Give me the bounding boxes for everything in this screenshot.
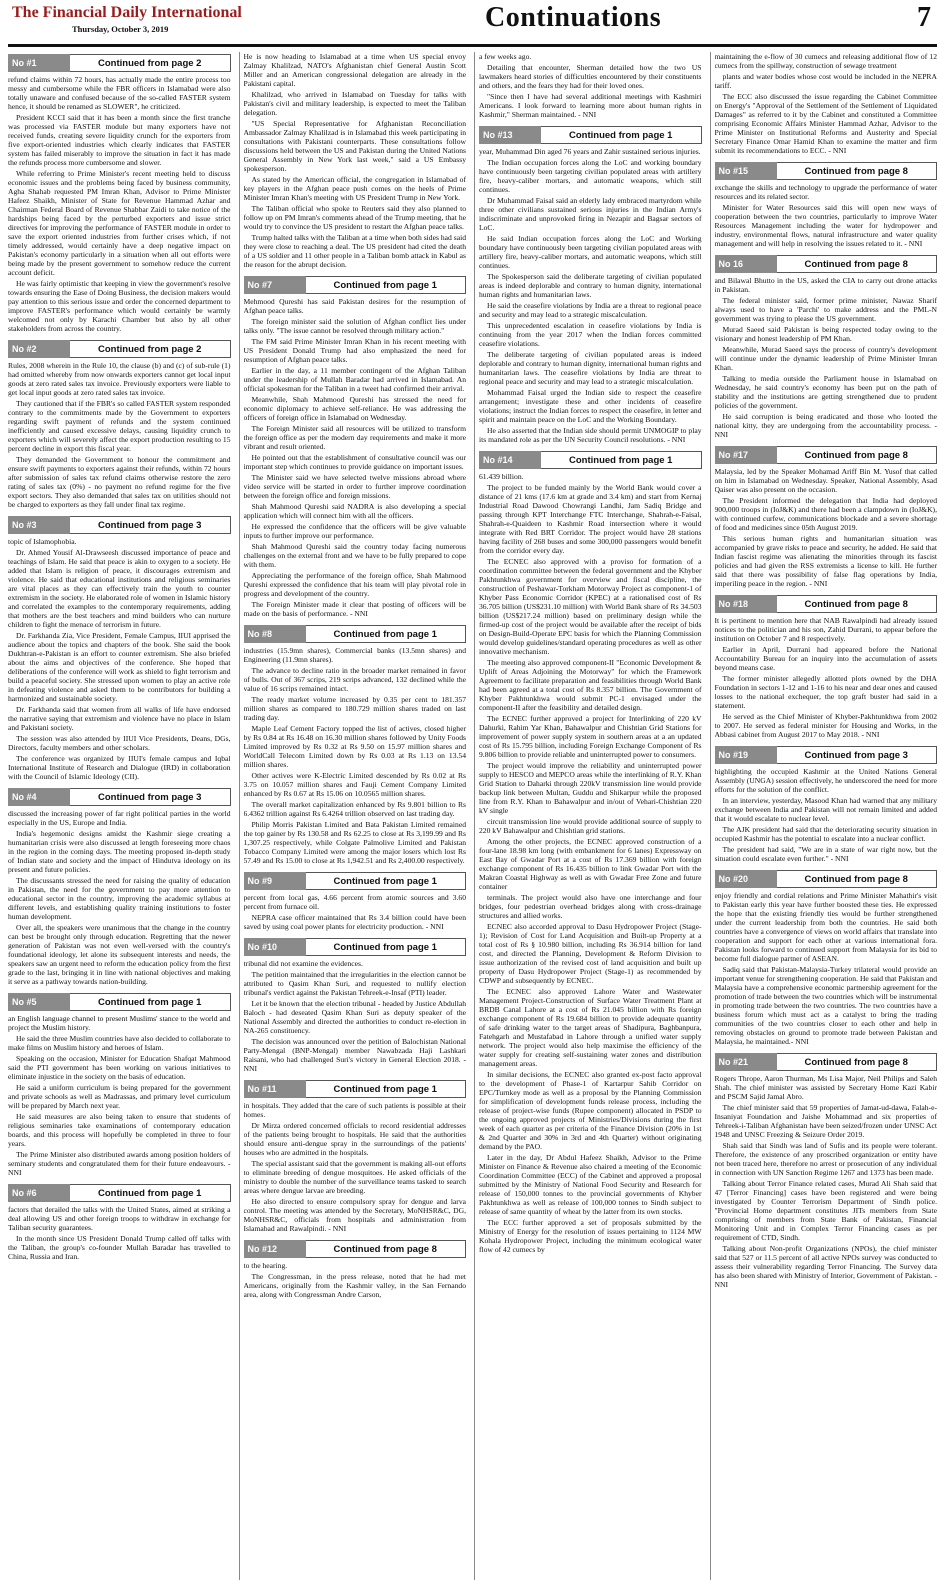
article-paragraph: As stated by the American official, the congregation in Islamabad of key players in the Afghan peace push comes on the heels of Prime Minister Imran Khan's meeting with US President Trump in New York. [243,175,466,202]
article-paragraph: NEPRA case officer maintained that Rs 3.4 billion could have been saved by using coal power plants for electricity production. - NNI [243,913,466,931]
article-number: No #9 [244,872,306,890]
continued-from-label: Continued from page 8 [306,1240,467,1258]
article-body [8,809,231,986]
article-header [715,446,938,464]
article-paragraph: Speaking on the occasion, Minister for Education Shafqat Mahmood said the PTI government has been working on various initiatives to eliminate injustice in the society on the basis of education. [8,1054,231,1081]
article-paragraph: Earlier in the day, a 11 member contingent of the Afghan Taliban under the leadership of Mullah Baradar had arrived in Islamabad. An official spokesman for the Taliban in a tweet had confirmed their arrival. [243,366,466,393]
news-column [8,52,231,1580]
continuation-article [8,52,231,335]
continuation-article [244,274,467,620]
article-body [244,893,467,931]
continued-from-label: Continued from page 1 [541,126,702,144]
article-paragraph: The ECC also discussed the issue regarding the Cabinet Committee on Energy's "Approval of the Settlement of the Settlement of Liquidated Damages" as referred to it by the Cabinet and constituted a Committee comprising Economic Affairs Minister Hammad Azhar, Advisor to the Prime Minister on Institutional Reforms and Austerity and Special Secretary Finance Omar Hamid Khan to examine the matter and firm submit its recommendations to ECC. - NNI [714,92,937,155]
article-paragraph: Dr Mirza ordered concerned officials to record residential addresses of the patients being brought to hospitals. He said that the authorities should ensure anti-dengue spray in the surroundings of the patients' houses who are admitted in the hospitals. [243,1121,466,1157]
article-header [8,54,231,72]
article-paragraph: The advance to decline ratio in the broader market remained in favor of bulls. Out of 367 scrips, 219 scrips advanced, 132 declined while the value of 16 scrips remained intact. [243,666,466,693]
article-body [479,52,702,119]
article-header [8,788,231,806]
continuation-article [479,124,702,446]
article-body [8,75,231,333]
continuation-article [244,936,467,1075]
article-number: No #7 [244,276,306,294]
article-paragraph: President KCCI said that it has been a month since the first tranche was processed via FASTER module but many exporters have not received funds, creating severe liquidity crunch for the exporters from five export-oriented industries which clearly indicates that FASTER system has failed miserably to improve the situation in fact it has made the refunds process more cumbersome and slower. [8,113,231,167]
article-body [8,1205,231,1261]
continued-from-label: Continued from page 1 [306,938,467,956]
article-number: No #8 [244,625,306,643]
article-number: No #13 [479,126,541,144]
article-paragraph: factors that derailed the talks with the United States, aimed at striking a deal allowing US and other foreign troops to withdraw in exchange for Taliban security guarantees. [8,1205,231,1232]
paper-name: The Financial Daily International [12,4,242,21]
continued-from-label: Continued from page 8 [777,255,938,273]
article-paragraph: Philip Morris Pakistan Limited and Bata Pakistan Limited remained the top gainer by Rs 130.58 and Rs 62.25 to close at Rs 3,199.99 and Rs 1,307.25 respectively, while Colgate Palmolive Limited and Pakistan Tobacco Company Limited were among the major losers which lost Rs 57.49 and Rs 15.00 to close at Rs 1,942.51 and Rs 2,400.00 respectively. [243,820,466,865]
article-paragraph: The deliberate targeting of civilian populated areas is indeed deplorable and contrary to human dignity, international human rights and humanitarian laws. The ceasefire violations by India are threat to regional peace and security and may lead to a strategic miscalculation. [479,350,702,386]
article-header [8,1184,231,1202]
article-paragraph: The President informed the delegation that India had deployed 900,000 troops in (IoJ&K) and there had been a clampdown in (IoJ&K), with continued curfew, communications blockade and a severe shortage of food and medicines since 05th August 2019. [714,496,937,532]
article-paragraph: They cautioned that if the FBR's so called FASTER system responded contrary to the commitments made by the Government to exporters regarding swift payment of refunds and the system continued inefficiently and caused excessive delays, causing liquidity crunch to exporters which will severely affect the export production resulting to 15 percent decline in export this fiscal year. [8,399,231,453]
continued-from-label: Continued from page 3 [70,788,231,806]
continued-from-label: Continued from page 1 [541,451,702,469]
article-header [8,993,231,1011]
article-paragraph: The chief minister said that 59 properties of Jamat-ud-dawa, Falah-e-Insaniyat Foundation and Jaishe Mohammad and six properties of Tehreek-i-Taliban Afghanistan have been seized/frozen under UNSC Act 1948 and UNSC Freezing & Seizure Order 2019. [714,1103,937,1139]
article-paragraph: and Bilawal Bhutto in the US, asked the CIA to carry out drone attacks in Pakistan. [714,276,937,294]
article-header [8,340,231,358]
article-paragraph: He pointed out that the establishment of consultative council was our important step which continues to provide guidance on important issues. [243,453,466,471]
article-number: No #5 [8,993,70,1011]
article-paragraph: "US Special Representative for Afghanistan Reconciliation Ambassador Zalmay Khalilzad is in Islamabad this week participating in consultations with Pakistani counterparts. These consultations follow discussions held between the US and Pakistan during the United Nations General Assembly in New York last week," said a US Embassy spokesperson. [243,119,466,173]
article-number: No #2 [8,340,70,358]
continued-from-label: Continued from page 2 [70,54,231,72]
article-paragraph: plants and water bodies whose cost would be included in the NEPRA tariff. [714,72,937,90]
article-paragraph: Meanwhile, Murad Saeed says the process of country's development will continue under the dynamic leadership of Prime Minister Imran Khan. [714,345,937,372]
article-paragraph: Trump halted talks with the Taliban at a time when both sides had said they were close to reaching a deal. The US president had cited the death of a US soldier and 11 other people in a Taliban bomb attack in Kabul as the reason for the abrupt decision. [243,233,466,269]
article-paragraph: He also asserted that the Indian side should permit UNMOGIP to play its mandated role as per the UN Security Council resolutions. - NNI [479,426,702,444]
continued-from-label: Continued from page 8 [777,446,938,464]
article-paragraph: India's hegemonic designs amidst the Kashmir siege creating a humanitarian crisis were also discussed at length foreseeing more chaos in the region in the coming days. The meeting proposed in-depth study of Indian state and society and the impact of Hindutva ideology on its present and future policies. [8,829,231,874]
article-paragraph: Dr Muhammad Faisal said an elderly lady embraced martyrdom while three other civilians sustained serious injuries in the Indian Army's indiscriminate and unprovoked firing in Nezapir and Bagsar sectors of LoC. [479,196,702,232]
article-number: No #18 [715,595,777,613]
continuation-article [715,868,938,1048]
masthead [0,0,945,52]
article-paragraph: Mehmood Qureshi has said Pakistan desires for the resumption of Afghan peace talks. [243,297,466,315]
article-number: No #10 [244,938,306,956]
article-paragraph: The conference was organized by IIUI's female campus and Iqbal International Institute of Research and Dialogue (IRD) in collaboration with the Council of Islamic Ideology (CII). [8,754,231,781]
article-header [715,595,938,613]
article-paragraph: Murad Saeed said Pakistan is being respected today owing to the visionary and honest leadership of PM Khan. [714,325,937,343]
article-paragraph: Dr. Farkhanda said that women from all walks of life have endorsed the narrative saying that extremism and violence have no place in Islam and Pakistani society. [8,705,231,732]
article-header [244,1080,467,1098]
article-paragraph: The former minister allegedly allotted plots owned by the DHA Foundation in sectors 1-12 and 1-16 to his near and dear ones and caused losses to the national exchequer, the top graft buster had said in a statement. [714,674,937,710]
continued-from-label: Continued from page 8 [777,870,938,888]
continued-from-label: Continued from page 8 [777,1053,938,1071]
article-paragraph: In an interview, yesterday, Masood Khan had warned that any military exchange between India and Pakistan will not remain limited and added that it would escalate to nuclear level. [714,796,937,823]
article-paragraph: Sadiq said that Pakistan-Malaysia-Turkey trilateral would provide an important venue for strengthening cooperation. He said that Pakistan and Malaysia have a comprehensive economic partnership agreement for the promotion of trade between the two countries which will be instrumental in promoting trade between the two countries. The two countries have a business forum which must act as a catalyst to bring the trading communities of the two countries closer to each other and help in removing obstacles on ground to promote trade between Pakistan and Malaysia, he maintained.- NNI [714,965,937,1046]
article-body [8,361,231,509]
issue-date: Thursday, October 3, 2019 [72,24,169,34]
section-title: Continuations [485,2,662,33]
continued-from-label: Continued from page 3 [777,746,938,764]
article-paragraph: exchange the skills and technology to upgrade the performance of water resources and its related sector. [714,183,937,201]
article-paragraph: in hospitals. They added that the care of such patients is possible at their homes. [243,1101,466,1119]
continued-from-label: Continued from page 3 [70,516,231,534]
article-body [715,467,938,588]
news-column [710,52,938,1580]
article-body [244,646,467,865]
continued-from-label: Continued from page 8 [777,595,938,613]
article-number: No #1 [8,54,70,72]
article-paragraph: The federal minister said, former prime minister, Nawaz Sharif always used to have a 'Parchi' to make address and the PML-N government was trying to please the US government. [714,296,937,323]
article-number: No #15 [715,162,777,180]
article-paragraph: ECNEC also accorded approval to Dasu Hydropower Project (Stage-1); Revision of Cost for Land Acquisition and Built-up Property at a total cost of Rs § 10.980 billion, including Rs 36.914 billion for land cost, and directed the Planning, Development & Reform Division to issue authorization of the revised cost of land acquisition and built up property of Dasu Hydropower Project (Stage-1) as recommended by CDWP and subsequently by ECNEC. [479,922,702,985]
article-paragraph: highlighting the occupied Kashmir at the United Nations General Assembly (UNGA) session effectively, he underscored the need for more efforts for the solution of the conflict. [714,767,937,794]
continuation-article [479,52,702,121]
article-paragraph: Mohammad Faisal urged the Indian side to respect the ceasefire arrangement; investigate these and other incidents of ceasefire violations; instruct the Indian forces to respect the ceasefire, in letter and spirit and maintain peace on the LoC and the Working Boundary. [479,388,702,424]
article-paragraph: enjoy friendly and cordial relations and Prime Minister Mahathir's visit to Pakistan early this year have further boosted these ties. He expressed the hope that the existing friendly ties would be further strengthened under the current leadership from both the countries. He said both countries have a convergence of views on world affairs that translate into cooperation and support for each other at various international fora. Pakistan looks forward to continued support from Malaysia for its bid to become full dialogue partner of ASEAN. [714,891,937,963]
continuation-article [715,1051,938,1291]
article-paragraph: He said Indian occupation forces along the LoC and Working boundary have continuously been targeting civilian populated areas with artillery fire, heavy-caliber mortars, and automatic weapons, which still continues. [479,234,702,270]
continued-from-label: Continued from page 1 [306,276,467,294]
article-number: No #4 [8,788,70,806]
article-paragraph: The overall market capitalization enhanced by Rs 9.801 billion to Rs 6.4362 trillion against Rs 6.4264 trillion observed on last trading day. [243,800,466,818]
article-paragraph: Rules, 2008 wherein in the Rule 10, the clause (b) and (c) of sub-rule (1) had omitted whereby from now onwards exporters cannot get local input goods at zero rated sales tax invoice. Previously exporters were liable to get local input goods at zero rated sales tax invoice. [8,361,231,397]
article-paragraph: Talking about Terror Finance related cases, Murad Ali Shah said that 47 [Terror Financing] cases have been registered and were being investigated by Counter Terrorism Department of Sindh police. "Provincial Home department constitutes JITs members from State comprising of members from State Bank of Pakistan, Financial Monitoring Unit and in Complex Terror Financing cases as per requirement of CTD, Sindh. [714,1179,937,1242]
continuation-article [244,870,467,933]
article-paragraph: The meeting also approved component-II "Economic Development & Uplift of Areas Adjoining the Motorway" for which the Framework Agreement to facilitate preparation and feasibilities through World Bank had been agreed at a total cost of Rs 8.357 billion. The Government of Khyber Pakhtunkhwa would submit PC-1 envisaged under the component-II after the feasibility and detailed design. [479,658,702,712]
article-paragraph: He expressed the confidence that the officers will be give valuable inputs to further improve our performance. [243,522,466,540]
article-paragraph: He said measures are also being taken to ensure that students of religious seminaries take examinations of contemporary education boards, and this process will hopefully be completed in three to four years. [8,1112,231,1148]
article-body [8,537,231,781]
article-body [244,959,467,1073]
article-paragraph: It is pertinent to mention here that NAB Rawalpindi had already issued notices to the politician and his son, Zahid Durrani, to appear before the institution on October 7 and 8 respectively. [714,616,937,643]
article-paragraph: While referring to Prime Minister's recent meeting held to discuss economic issues and the problems being faced by business community, Agha Shahab requested PM Imran Khan, Advisor to Prime Minister Hafeez Shaikh, Minister of State for Revenue Hammad Azhar and Chairman Federal Board of Revenue Shabbar Zaidi to take notice of the hardships being faced by the perturbed exporters and issue strict directives for improving the performance of FASTER module in order to save the export oriented industries from further crises which, if not timely addressed, would certainly have a deep negative impact on Pakistan's economy particularly in a situation when all out efforts were being made by the present government to somehow reduce the current account deficit. [8,169,231,277]
article-paragraph: The foreign minister said the solution of Afghan conflict lies under talks only. "The issue cannot be resolved through military action." [243,317,466,335]
article-paragraph: He said the three Muslim countries have also decided to collaborate to make films on Muslim history and heroes of Islam. [8,1034,231,1052]
article-paragraph: He served as the Chief Minister of Khyber-Pakhtunkhwa from 2002 to 2007. He served as federal minister for Housing and Works, in the Abbasi cabinet from August 2017 to May 2018. - NNI [714,712,937,739]
continuation-article [715,744,938,865]
article-body [715,616,938,739]
article-paragraph: Among the other projects, the ECNEC approved construction of a four-lane 18.98 km long (with embankment for 6 lanes) Expressway on East Bay of Gwadar Port at a cost of Rs 17.369 billion with foreign exchange component of Rs 16.435 billion to link Gwadar Port with the Makran Coastal Highway as well as with Gwadar Free Zone and future container [479,837,702,891]
article-body [244,52,467,269]
continuation-article [715,52,938,157]
article-body [715,1074,938,1289]
article-header [715,162,938,180]
article-paragraph: Khalilzad, who arrived in Islamabad on Tuesday for talks with Pakistan's civil and military leadership, is expected to meet the Taliban delegation. [243,90,466,117]
article-number: No #17 [715,446,777,464]
article-paragraph: The ECNEC further approved a project for Interlinking of 220 kV Dahurki, Rahim Yar Khan, Bahawalpur and Chishtian Grid Stations for improvement of power supply system in southern areas at a an updated cost of Rs 15.795 billion, including Foreign Exchange Component of Rs 9.806 billion to provide reliable and uninterrupted power to consumers. [479,714,702,759]
article-number: No #19 [715,746,777,764]
continuation-article [479,449,702,1256]
article-paragraph: The AJK president had said that the deteriorating security situation in occupied Kashmir has the potential to escalate into a nuclear conflict. [714,825,937,843]
article-body [715,767,938,863]
continuation-article [715,444,938,590]
article-paragraph: The Indian occupation forces along the LoC and working boundary have continuously been targeting civilian populated areas with artillery fire, heavy-caliber mortars, and automatic weapons, which still continues. [479,158,702,194]
article-paragraph: The Spokesperson said the deliberate targeting of civilian populated areas is indeed deplorable and contrary to human dignity, international human rights and humanitarian laws. [479,272,702,299]
article-paragraph: The ECNEC also approved Lahore Water and Wastewater Management Project-Construction of Surface Water Treatment Plant at BRDB Canal Lahore at a cost of Rs 21.045 billion with Rs foreign exchange component of Rs 19.684 billion to provide adequate quantity of safe drinking water to the target areas of Shadipura, Baghbanpura, Fatehgarh and Mustafabad in Lahore through a unified water supply network. The project would also help maximise the efficiency of the water supply for creating self-sustaining water zones and distribution management areas. [479,987,702,1068]
article-body [715,276,938,439]
article-paragraph: Maple Leaf Cement Factory topped the list of actives, closed higher by Rs 0.84 at Rs 16.48 on 16.30 million shares followed by Unity Foods Limited improved by Rs 0.32 at Rs 9.50 on 15.97 million shares and WorldCall Telecom Limited down by Rs 0.03 at Rs 1.13 on 13.54 million shares. [243,724,466,769]
article-paragraph: He was fairly optimistic that keeping in view the government's resolve towards ensuring the Ease of Doing Business, the decision makers would pay attention to this serious issue and order the concerned department to improve FASTER's performance which would certainly be warmly welcomed not only by Karachi Chamber but also by all other stakeholders from across the country. [8,279,231,333]
article-paragraph: Shah said that Sindh was land of Sufis and its people were tolerant. Therefore, the existence of any proscribed organization or entity have not been traced here, therefore no arrest or prosecution of any individual in connection with UN Sanction Regime 1267 and 1373 has been made. [714,1141,937,1177]
article-paragraph: The Prime Minister also distributed awards among position holders of seminary students and congratulated them for their future endeavours. - NNI [8,1150,231,1177]
article-paragraph: Earlier in April, Durrani had appeared before the National Accountability Bureau for an inquiry into the accumulation of assets beyond means case. [714,645,937,672]
continuation-article [244,623,467,867]
article-columns [8,52,937,1580]
article-body [8,1014,231,1177]
continuation-article [8,786,231,988]
continuation-article [8,338,231,511]
article-paragraph: He said corruption is being eradicated and those who looted the national kitty, they are undergoing from the accountability process. - NNI [714,412,937,439]
article-paragraph: Dr. Ahmed Yousif Al-Drawseesh discussed importance of peace and teachings of Islam. He said that peace is akin to oxygen to a society. He added that Islam is religion of peace, it discourages extremism and violence. He said that educational institutions and religious seminaries are vital places as they can effectively train the youth to counter extremism in the society. He elaborated role of women in Islamic history and correlated the examples to the contemporary requirements, adding that mothers are the best teachers and mind builders who can nurture children to fight the menace of terrorism in future. [8,548,231,629]
continuation-article [8,1182,231,1263]
article-paragraph: Dr. Farkhanda Zia, Vice President, Female Campus, IIUI apprised the audience about the topics and chapters of the book. She said the book Dukhtran-e-Pakistan is an effort to counter extremism. She also briefed about the aims and objectives of the conference. She hoped that deliberations of the conference will work as shield to fight terrorism and build a peaceful society. She stressed upon women to play an active role in defeating violence and asked them to be contributors for building a harmonized and sustainable society. [8,631,231,703]
article-paragraph: Let it be known that the election tribunal - headed by Justice Abdullah Baloch - had deseated Qasim Khan Suri as deputy speaker of the National Assembly and directed the authorities to conduct re-election in NA-265 constituency. [243,999,466,1035]
article-paragraph: refund claims within 72 hours, has actually made the entire process too messy and cumbersome while the FBR officers in Islamabad were also totally unaware and confused because of the so-called FASTER system hence, it should be renamed as SLOWER", he criticized. [8,75,231,111]
article-paragraph: He is now heading to Islamabad at a time when US special envoy Zalmay Khalilzad, NATO's Afghanistan chief General Austin Scott Miller and an American congressional delegation are already in the Pakistani capital. [243,52,466,88]
continuation-article [715,253,938,441]
continued-from-label: Continued from page 1 [306,625,467,643]
article-paragraph: Detailing that encounter, Sherman detailed how the two US lawmakers heard stories of difficulties encountered by their constituents and others, and the fears they had for their loved ones. [479,63,702,90]
article-paragraph: a few weeks ago. [479,52,532,61]
article-number: No #3 [8,516,70,534]
article-paragraph: He said a uniform curriculum is being prepared for the government and private schools as well as Madrassas, and primary level curriculum will be prepared by March next year. [8,1083,231,1110]
article-paragraph: Talking about Non-profit Organizations (NPOs), the chief minister said that 527 or 11.5 percent of all active NPOs survey was conducted to assess their vulnerability regarding Terror Financing. The Survey data has also been shared with Ministry of Interior, Government of Pakistan. - NNI [714,1244,937,1289]
article-number: No #21 [715,1053,777,1071]
news-column [474,52,702,1580]
article-header [244,872,467,890]
article-paragraph: year, Muhammad Din aged 76 years and Zahir sustained serious injuries. [479,147,701,156]
article-number: No #6 [8,1184,70,1202]
article-paragraph: Malaysia, led by the Speaker Mohamad Ariff Bin M. Yusof that called on him in Islamabad on Wednesday. Speaker, National Assembly, Asad Qaiser was also present on the occasion. [714,467,937,494]
article-paragraph: In similar decisions, the ECNEC also granted ex-post facto approval to the development of Phase-1 of Kartarpur Sahib Corridor on EPC/Turnkey mode as well as a proposal by the Planning Commission for simplification of development funds release process, including the release of project-wise funds (Rupee component) allocated in PSDP to the ongoing approved projects of Ministries/Divisions during the first week of each quarter as per criteria of the Finance Division (20% in 1st & 2nd Quarter and 30% in 3rd and 4th Quarter) without originating demand by the PAO. [479,1070,702,1151]
article-paragraph: 61.439 billion. [479,472,524,481]
article-paragraph: The FM said Prime Minister Imran Khan in his recent meeting with US President Donald Trump had also emphasized the need for resumption of Afghan peace talks. [243,337,466,364]
article-header [244,938,467,956]
article-header [244,1240,467,1258]
article-paragraph: percent from local gas, 4.66 percent from atomic sources and 3.60 percent from furnace oil. [243,893,466,911]
article-paragraph: Meanwhile, Shah Mahmood Qureshi has stressed the need for economic diplomacy to achieve self-reliance. He was addressing the officers of foreign office in Islamabad on Wednesday. [243,395,466,422]
article-paragraph: The special assistant said that the government is making all-out efforts to eliminate breeding of dengue mosquitoes. He asked officials of the ministry to double the number of the surveillance teams tasked to search areas where dengue larvae are breeding. [243,1159,466,1195]
continued-from-label: Continued from page 1 [306,872,467,890]
article-header [479,451,702,469]
article-paragraph: The Minister said we have selected twelve missions abroad where video service will be started in order to further improve coordination between the foreign office and foreign missions. [243,473,466,500]
article-paragraph: Rogers Thrope, Aaron Thurman, Ms Lisa Major, Neil Philips and Saleh Shah. The chief minister was assisted by Secretary Home Kazi Kabir and PSCM Sajid Jamal Abro. [714,1074,937,1101]
page-number: 7 [917,2,931,33]
article-paragraph: The session was also attended by IIUI Vice Presidents, Deans, DGs, Directors, faculty members and other scholars. [8,734,231,752]
article-paragraph: Appreciating the performance of the foreign office, Shah Mahmood Qureshi expressed the confidence that his team will play pivotal role in progress and development of the country. [243,571,466,598]
continuation-article [8,514,231,783]
article-paragraph: He also directed to ensure compulsory spray for dengue and larva control. The meeting was attended by the Secretary, MoNHSR&C, DG, MoNHSR&C, officials from hospitals and administration from Islamabad and Rawalpindi. - NNI [243,1197,466,1233]
article-paragraph: The Foreign Minister made it clear that posting of officers will be made on the basis of performance. - NNI [243,600,466,618]
article-paragraph: The ECC further approved a set of proposals submitted by the Ministry of Energy for the resolution of issues pertaining to 1124 MW Kohala Hydropower Project, including the minimum ecological water flow of 42 cumecs by [479,1218,702,1254]
article-header [715,1053,938,1071]
article-number: No 16 [715,255,777,273]
article-paragraph: Over all, the speakers were unanimous that the change in the country can best be brought only through education. Regretting that the newer generation of Pakistan was not even well-versed with the country's foundational ideology, let alone its subsequent interests and needs, the speakers saw an urgent need to reform the education policy from the first grade to the last, bringing it in line with national objectives and making it serve as a pathway towards nation-building. [8,923,231,986]
continuation-article [715,593,938,741]
article-paragraph: terminals. The project would also have one interchange and four bridges, four pedestrian overhead bridges along with cross-drainage structures and allied works. [479,893,702,920]
article-header [715,870,938,888]
continuation-article [8,991,231,1179]
article-header [715,255,938,273]
masthead-rule [8,44,937,47]
article-paragraph: This unprecedented escalation in ceasefire violations by India is continuing from the year 2017 when the Indian forces committed ceasefire violations. [479,321,702,348]
article-body [244,1101,467,1233]
article-paragraph: The petition maintained that the irregularities in the election cannot be attributed to Qasim Khan Suri, and requested to nullify election tribunal's verdict against the Pakistan Tehreek-e-Insaf (PTI) leader. [243,970,466,997]
article-paragraph: Other actives were K-Electric Limited descended by Rs 0.02 at Rs 3.75 on 10.057 million shares and Fauji Cement Company Limited enhanced by Rs 0.67 at Rs 15.06 on 10.0565 million shares. [243,771,466,798]
article-paragraph: to the hearing. [243,1261,288,1270]
article-paragraph: The discussants stressed the need for raising the quality of education in Pakistan, the need for the government to pay more attention to educational sector in the country, improving the academic syllabus at different levels, and establishing quality training institutions to foster human development. [8,876,231,921]
article-body [244,297,467,618]
article-paragraph: The ready market volume increased by 0.35 per cent to 181.357 million shares as compared to 180.729 million shares traded on last trading day. [243,695,466,722]
continued-from-label: Continued from page 2 [70,340,231,358]
article-paragraph: This serious human rights and humanitarian situation was accompanied by grave risks to peace and security, he added. He said that Indian fascist regime was alienating the minorities through its fascist policies and had given the RSS extremists a license to kill. He further said that there was possibility of false flag operations by India, imperiling peace in the region. - NNI [714,534,937,588]
article-header [244,276,467,294]
article-paragraph: industries (15.9mn shares), Commercial banks (13.5mn shares) and Engineering (11.9mn shares). [243,646,466,664]
article-paragraph: "Since then I have had several additional meetings with Kashmiri Americans. I look forward to learning more about human rights in Kashmir," Sherman maintained. - NNI [479,92,702,119]
article-paragraph: In the month since US President Donald Trump called off talks with the Taliban, the group's co-founder Mullah Baradar has travelled to China, Russia and Iran. [8,1234,231,1261]
article-paragraph: Later in the day, Dr Abdul Hafeez Shaikh, Advisor to the Prime Minister on Finance & Revenue also chaired a meeting of the Economic Coordination Committee (ECC) of the Cabinet and approved a proposal submitted by the Ministry of National Food Security and Research for release of 150,000 tonnes to the provincial governments of Khyber Pakhtunkhwa as well as release of 100,000 tonnes to Sindh subject to release of same quantity of wheat by the latter from its own stocks. [479,1153,702,1216]
article-header [8,516,231,534]
article-paragraph: The project to be funded mainly by the World Bank would cover a distance of 21 kms (17.6 km at grade and 3.4 km) and start from Kernaj Industrial Road Dawood Chowrangi Landhi, Jam Sadiq Bridge and passing through KPT Interchange FTC Interchange, Shahrah-e-Faisal, Shahrah-e-Quaideen to Kashmir Road intersection where it would integrate with Red BRT Corridor. The project would have 28 stations having facility of 268 buses and some 300,000 passengers would benefit from the corridor every day. [479,483,702,555]
continuation-article [244,52,467,271]
article-paragraph: They demanded the Government to honour the commitment and ensure swift payments to exporters against their refunds, within 72 hours after submission of sales tax refund claims otherwise restore the zero rating of sales tax (0%) - no payment no refund regime for the five export sectors. They also demanded that sales tax on utilities should not be charged to exporters as they fall under final tax regime. [8,455,231,509]
article-number: No #14 [479,451,541,469]
news-column [239,52,467,1580]
article-paragraph: The Taliban official who spoke to Reuters said they also planned to follow up on PM Imran's comments ahead of the Trump meeting, that he would try to convince the US president to restart the Afghan peace talks. [243,204,466,231]
continuation-article [244,1078,467,1235]
article-paragraph: Shah Mahmood Qureshi said NADRA is also developing a special application which will connect him with all the officers. [243,502,466,520]
continued-from-label: Continued from page 8 [777,162,938,180]
article-body [244,1261,467,1299]
article-number: No #11 [244,1080,306,1098]
article-body [715,183,938,248]
article-header [244,625,467,643]
article-paragraph: Shah Mahmood Qureshi said the country today facing numerous challenges on the external front and we have to be fully prepared to cope with them. [243,542,466,569]
article-paragraph: an English language channel to present Muslims' stance to the world and project the Muslim history. [8,1014,231,1032]
continuation-article [244,1238,467,1301]
continued-from-label: Continued from page 1 [70,993,231,1011]
continued-from-label: Continued from page 1 [306,1080,467,1098]
article-header [479,126,702,144]
article-body [479,472,702,1254]
article-paragraph: Minister for Water Resources said this will open new ways of cooperation between the two countries, particularly to improve Water Resources Management including the water for hydropower and industry, environmental flows, natural infrastructure and water quality management and will help in resolving the issues related to it. - NNI [714,203,937,248]
article-body [715,891,938,1046]
article-paragraph: tribunal did not examine the evidences. [243,959,363,968]
article-number: No #12 [244,1240,306,1258]
continuation-article [715,160,938,250]
article-header [715,746,938,764]
article-body [479,147,702,444]
article-paragraph: The president had said, "We are in a state of war right now, but the situation could escalate even further." - NNI [714,845,937,863]
article-number: No #20 [715,870,777,888]
article-paragraph: The ECNEC also approved with a proviso for formation of a coordination committee between the federal government and the Khyber Pakhtunkhwa government for overview and fiscal discipline, the construction of Peshawar-Torkham Motorway Project as component-1 of Khyber Pass Economic Corridor (KPEC) at a rationalised cost of Rs 36.705 billion (US$231.10 million) with World Bank share of Rs 34.503 billion (US$217.24 million) based on preliminary design while the firmed-up cost of the project would be available after the receipt of bids on Design-Build-Operate EPC basis for which the Planning Commission would develop guidelines/standard operating procedures as well as other innovative mechanism. [479,557,702,656]
article-paragraph: maintaining the e-flow of 30 cumecs and releasing additional flow of 12 cumecs from the spillway, construction of sewage treatment [714,52,937,70]
article-paragraph: He said the ceasefire violations by India are a threat to regional peace and security and may lead to a strategic miscalculation. [479,301,702,319]
article-paragraph: topic of Islamophobia. [8,537,77,546]
article-paragraph: Talking to media outside the Parliament house in Islamabad on Wednesday, he said country's economy has been put on the path of stability and the institutions are getting strengthened due to prudent policies of the government. [714,374,937,410]
article-paragraph: The Congressman, in the press release, noted that he had met Americans, originally from the Kashmir valley, in the San Fernando area, along with Congressman Andre Carson, [243,1272,466,1299]
article-body [715,52,938,155]
continued-from-label: Continued from page 1 [70,1184,231,1202]
article-paragraph: The project would improve the reliability and uninterrupted power supply to HESCO and MEPCO areas while the interlinking of R.Y. Khan Grid Station to Daharki through 220kV transmission line would provide backup link between Multan, Guddu and Shikarpur while the proposed line from R.Y. Khan to Bahawalpur and in/out of Vehari-Chishtian 220 kV single [479,761,702,815]
article-paragraph: discussed the increasing power of far right political parties in the world especially in the US, Europe and India. [8,809,231,827]
article-paragraph: circuit transmission line would provide additional source of supply to 220 kV Bahawalpur and Chishtian grid stations. [479,817,702,835]
article-paragraph: The Foreign Minister said all resources will be utilized to transform the foreign office as per the modern day requirements and make it more vibrant and result oriented. [243,424,466,451]
article-paragraph: The decision was announced over the petition of Balochistan National Party-Mengal (BNP-Mengal) member Nawabzada Haji Lashkari Raisani, who had challenged Suri's victory in General Election 2018. - NNI [243,1037,466,1073]
